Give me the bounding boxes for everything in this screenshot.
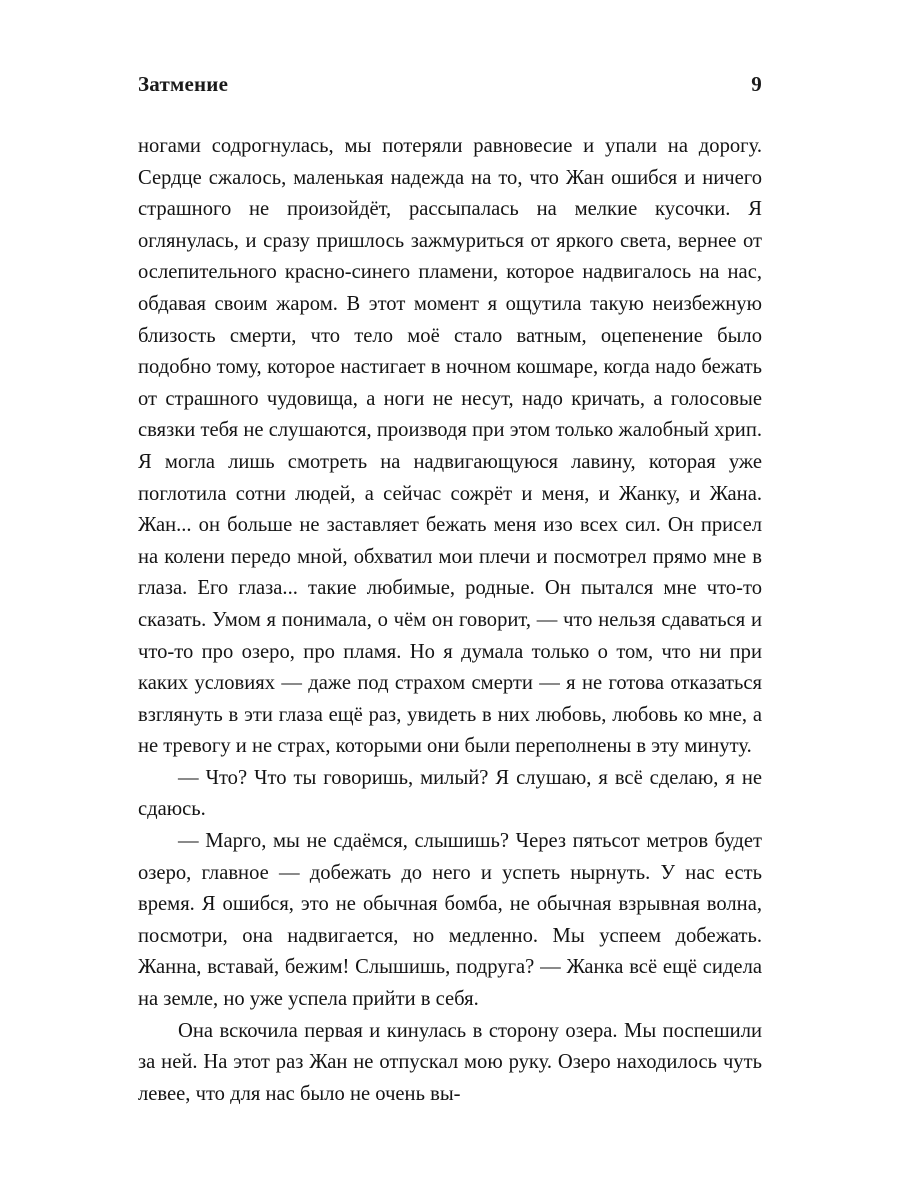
paragraph: Она вскочила первая и кинулась в сторону озера. Мы поспешили за ней. На этот раз Жан не отпускал мою руку. Озеро находилось чуть левее, что для нас было не очень вы- — [138, 1019, 762, 1105]
body-text — [138, 131, 762, 1131]
paragraph: — Марго, мы не сдаёмся, слышишь? Через пятьсот метров будет озеро, главное — добежать до него и успеть нырнуть. У нас есть время. Я ошибся, это не обычная бомба, не обычная взрывная волна, посмотри, она надвигается, но медленно. Мы успеем добежать. Жанна, вставай, бежим! Слышишь, подруга? — Жанка всё ещё сидела на земле, но уже успела прийти в себя. — [138, 830, 762, 1011]
paragraph: — Что? Что ты говоришь, милый? Я слушаю, я всё сделаю, я не сдаюсь. — [138, 766, 762, 821]
running-head — [138, 72, 762, 97]
paragraph: ногами содрогнулась, мы потеряли равновесие и упали на дорогу. Сердце сжалось, маленькая надежда на то, что Жан ошибся и ничего страшного не произойдёт, рассыпалась на мелкие кусочки. Я оглянулась, и сразу пришлось зажмуриться от яркого света, вернее от ослепительного красно-синего пламени, которое надвигалось на нас, обдавая своим жаром. В этот момент я ощутила такую неизбежную близость смерти, что тело моё стало ватным, оцепенение было подобно тому, которое настигает в ночном кошмаре, когда надо бежать от страшного чудовища, а ноги не несут, надо кричать, а голосовые связки тебя не слушаются, производя при этом только жалобный хрип. Я могла лишь смотреть на надвигающуюся лавину, которая уже поглотила сотни людей, а сейчас сожрёт и меня, и Жанку, и Жана. Жан... он больше не заставляет бежать меня изо всех сил. Он присел на колени передо мной, обхватил мои плечи и посмотрел прямо мне в глаза. Его глаза... такие любимые, родные. Он пытался мне что-то сказать. Умом я понимала, о чём он говорит, — что нельзя сдаваться и что-то про озеро, про пламя. Но я думала только о том, что ни при каких условиях — даже под страхом смерти — я не готова отказаться взглянуть в эти глаза ещё раз, увидеть в них любовь, любовь ко мне, а не тревогу и не страх, которыми они были переполнены в эту минуту. — [138, 135, 762, 758]
page-title: Затмение — [138, 72, 229, 96]
page-number: 9 — [751, 72, 762, 96]
